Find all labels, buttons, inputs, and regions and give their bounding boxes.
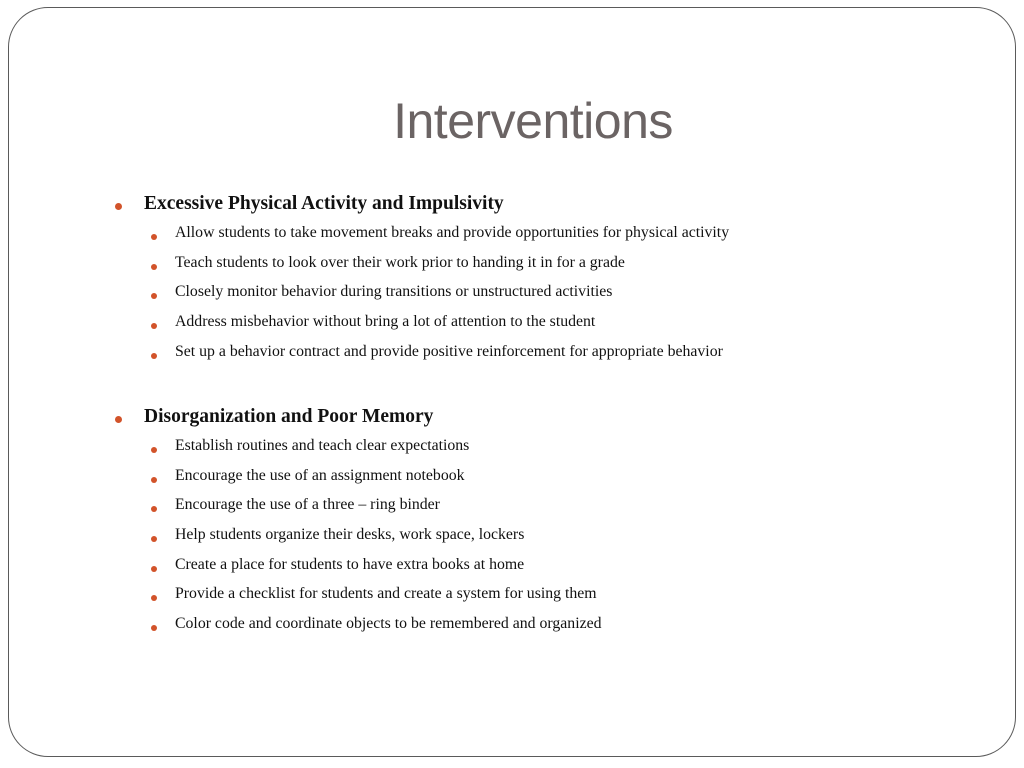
bullet-icon [151, 234, 157, 240]
list-item-text: Allow students to take movement breaks and provide opportunities for physical activity [175, 224, 730, 241]
list-item-text: Address misbehavior without bring a lot of attention to the student [175, 313, 596, 331]
list-item-text: Help students organize their desks, work space, lockers [175, 526, 525, 544]
list-item [9, 341, 1015, 371]
list-item-text: Establish routines and teach clear expectations [175, 437, 470, 454]
list-item-text: Create a place for students to have extra books at home [175, 555, 525, 573]
list-item [9, 524, 1015, 554]
list-item [9, 494, 1015, 524]
bullet-icon [115, 416, 122, 423]
list-item-text: Provide a checklist for students and create a system for using them [175, 585, 597, 603]
list-item [9, 281, 1015, 311]
list-item [9, 583, 1015, 613]
bullet-icon [151, 506, 157, 512]
section-physical-activity [9, 192, 1015, 370]
list-item [9, 222, 1015, 252]
list-item [9, 252, 1015, 282]
bullet-icon [151, 595, 157, 601]
list-item-text: Color code and coordinate objects to be remembered and organized [175, 615, 602, 633]
list-item [9, 311, 1015, 341]
slide [8, 7, 1016, 757]
list-item-text: Closely monitor behavior during transitions or unstructured activities [175, 283, 613, 301]
bullet-icon [151, 566, 157, 572]
bullet-icon [151, 353, 157, 359]
bullet-icon [151, 323, 157, 329]
bullet-icon [151, 293, 157, 299]
list-item [9, 465, 1015, 495]
bullet-icon [151, 625, 157, 631]
section-disorganization [9, 405, 1015, 643]
list-item-text: Teach students to look over their work prior to handing it in for a grade [175, 253, 625, 271]
bullet-icon [115, 203, 122, 210]
section-heading [9, 405, 1015, 435]
list-item-text: Encourage the use of a three – ring binder [175, 496, 440, 514]
list-item [9, 613, 1015, 643]
section-heading-text: Excessive Physical Activity and Impulsivity [144, 193, 504, 214]
bullet-icon [151, 536, 157, 542]
slide-title: Interventions [393, 93, 673, 149]
list-item-text: Encourage the use of an assignment notebook [175, 466, 465, 484]
bullet-icon [151, 264, 157, 270]
list-item [9, 554, 1015, 584]
section-heading [9, 192, 1015, 222]
section-heading-text: Disorganization and Poor Memory [144, 406, 434, 427]
list-item [9, 435, 1015, 465]
list-item-text: Set up a behavior contract and provide positive reinforcement for appropriate behavior [175, 342, 723, 360]
bullet-icon [151, 447, 157, 453]
bullet-icon [151, 477, 157, 483]
